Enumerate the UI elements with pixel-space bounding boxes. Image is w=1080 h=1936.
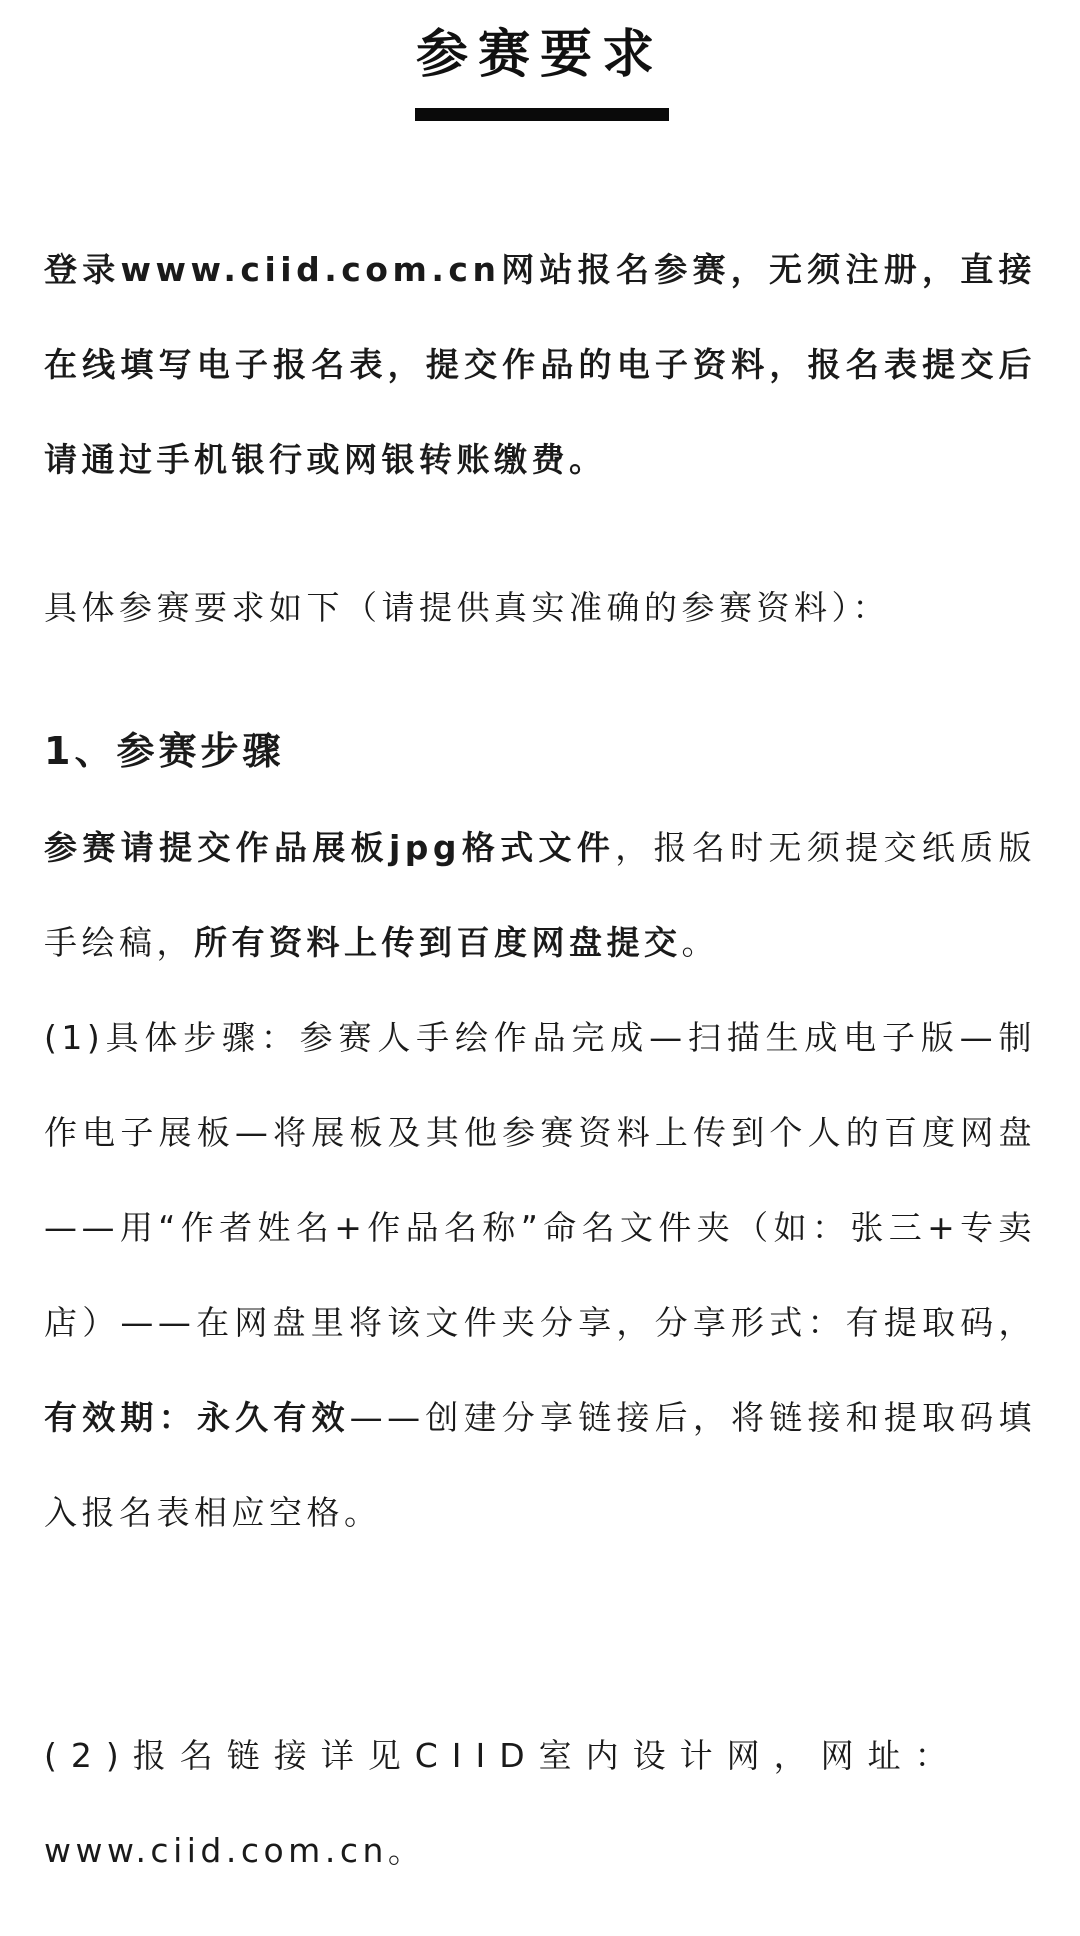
step-2-text: (2)报名链接详见CIID室内设计网，网址： — [44, 1736, 962, 1775]
title-underline-bar — [415, 108, 669, 121]
section-heading-steps: 1、参赛步骤 — [44, 729, 285, 773]
sentence-end: 。 — [681, 923, 719, 962]
emphasis-validity: 有效期：永久有效 — [44, 1398, 350, 1437]
step-1-text: (1)具体步骤：参赛人手绘作品完成—扫描生成电子版—制作电子展板—将展板及其他参赛资料上传到个人的百度网盘——用“作者姓名+作品名称”命名文件夹（如：张三+专卖店）——在网盘里将该文件夹分享，分享形式：有提取码， — [44, 1018, 1036, 1342]
step-2-paragraph — [44, 1708, 1036, 1898]
emphasis-jpg-format: 参赛请提交作品展板jpg格式文件 — [44, 828, 616, 867]
no-paper-note: ，报名时无须提交纸质版手绘稿， — [44, 828, 1036, 962]
step-1-tail: ——创建分享链接后，将链接和提取码填入报名表相应空格。 — [44, 1398, 1037, 1532]
requirements-lead: 具体参赛要求如下（请提供真实准确的参赛资料）： — [44, 588, 890, 627]
page-title: 参赛要求 — [415, 25, 664, 85]
emphasis-baidu-upload: 所有资料上传到百度网盘提交 — [194, 923, 682, 962]
steps-content — [44, 800, 1036, 1560]
intro-paragraph: 登录www.ciid.com.cn网站报名参赛，无须注册，直接在线填写电子报名表，提交作品的电子资料，报名表提交后请通过手机银行或网银转账缴费。 — [44, 250, 1036, 479]
website-link[interactable]: www.ciid.com.cn。 — [44, 1831, 426, 1870]
